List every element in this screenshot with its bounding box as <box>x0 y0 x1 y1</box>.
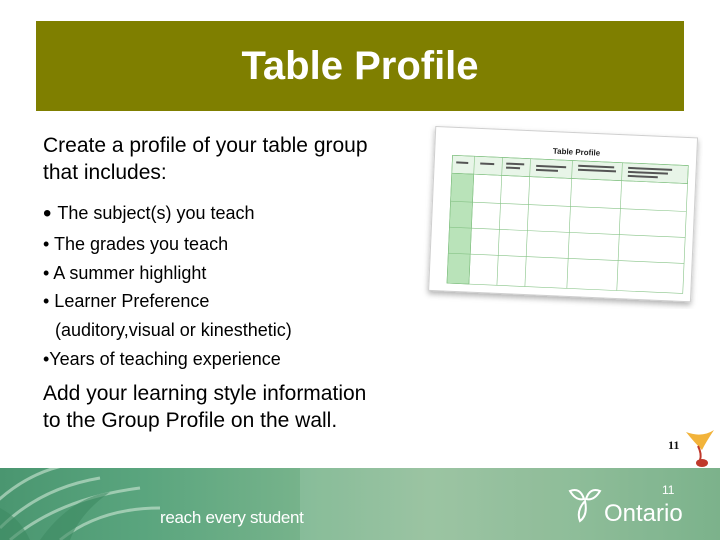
table-profile-thumbnail <box>420 124 703 309</box>
slide-title: Table Profile <box>241 43 479 88</box>
page-number-top: 11 <box>668 438 680 452</box>
bullet-subjects: • The subject(s) you teach <box>43 200 255 227</box>
bullet-subjects-text: The subject(s) you teach <box>57 203 255 223</box>
ribbon-flourish-icon <box>684 428 718 470</box>
bullet-years: •Years of teaching experience <box>43 349 281 369</box>
trillium-logo-icon <box>566 485 606 525</box>
thumbnail-title: Table Profile <box>552 146 601 158</box>
bullet-summer: • A summer highlight <box>43 263 207 283</box>
footer-tagline: reach every student <box>160 508 304 527</box>
title-bar <box>36 21 684 111</box>
ontario-wordmark: Ontario <box>604 500 683 527</box>
closing-line-1: Add your learning style information <box>43 382 367 405</box>
page-number-bottom: 11 <box>662 483 675 497</box>
intro-line-2: that includes: <box>43 161 167 184</box>
bullet-learner-detail: (auditory,visual or kinesthetic) <box>55 320 292 340</box>
intro-line-1: Create a profile of your table group <box>43 134 368 157</box>
bullet-learner: • Learner Preference <box>43 291 210 311</box>
bullet-grades: • The grades you teach <box>43 234 229 254</box>
closing-line-2: to the Group Profile on the wall. <box>43 409 338 432</box>
